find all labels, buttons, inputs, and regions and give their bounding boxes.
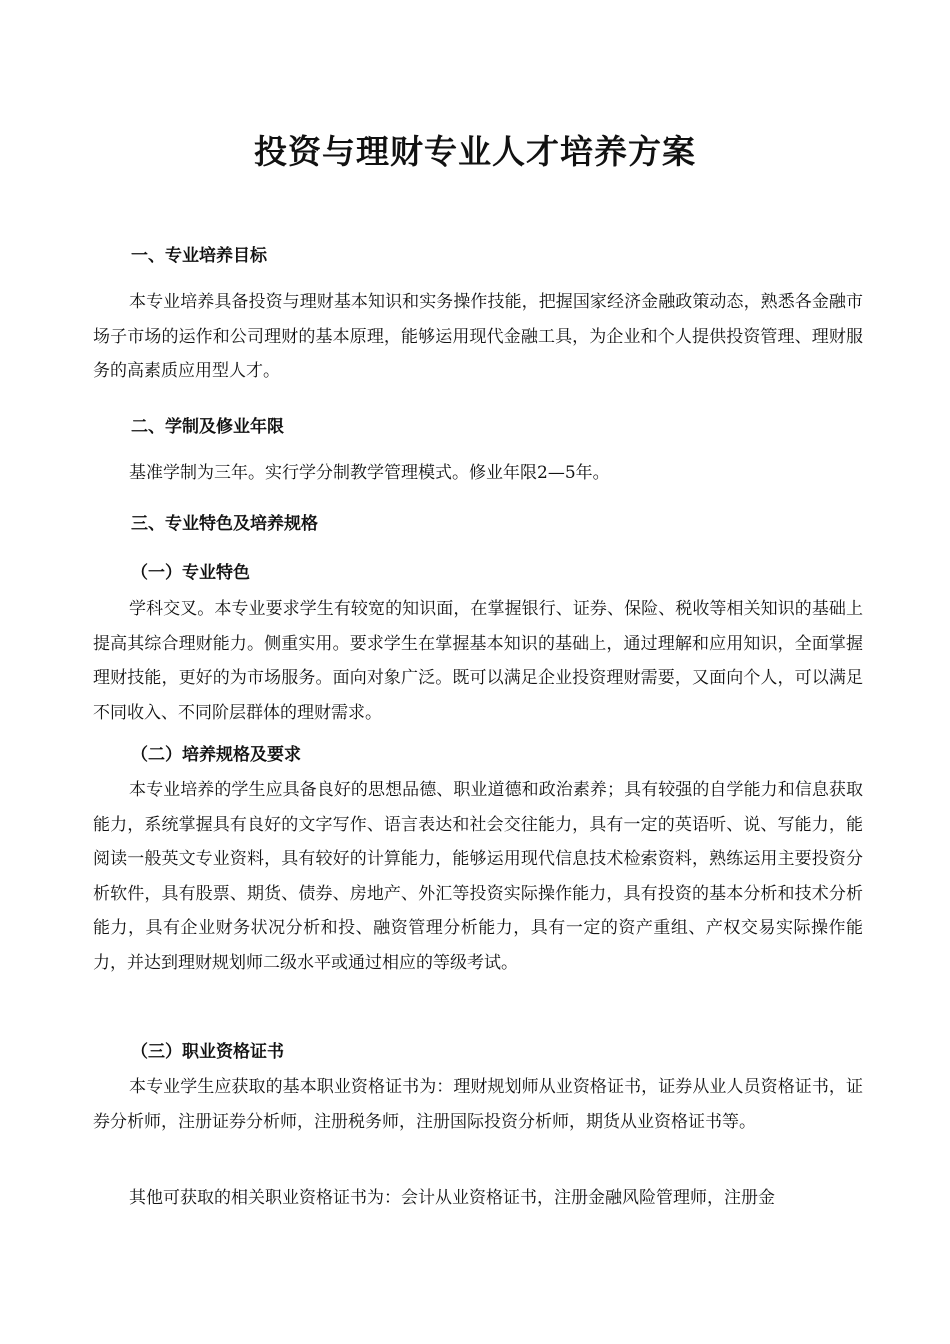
document-title: 投资与理财专业人才培养方案 [254, 132, 696, 171]
paragraph-specs-requirements: 本专业培养的学生应具备良好的思想品德、职业道德和政治素养；具有较强的自学能力和信息获取能力，系统掌握具有良好的文字写作、语言表达和社会交往能力，具有一定的英语听、说、写能力，能阅读一般英文专业资料，具有较好的计算能力，能够运用现代信息技术检索资料，熟练运用主要投资分析软件，具有股票、期货、债券、房地产、外汇等投资实际操作能力，具有投资的基本分析和技术分析能力，具有企业财务状况分析和投、融资管理分析能力，具有一定的资产重组、产权交易实际操作能力，并达到理财规划师二级水平或通过相应的等级考试。 [93, 780, 863, 973]
paragraph-features: 学科交叉。本专业要求学生有较宽的知识面，在掌握银行、证券、保险、税收等相关知识的基础上提高其综合理财能力。侧重实用。要求学生在掌握基本知识的基础上，通过理解和应用知识，全面掌握理财技能，更好的为市场服务。面向对象广泛。既可以满足企业投资理财需要，又面向个人，可以满足不同收入、不同阶层群体的理财需求。 [93, 599, 863, 723]
section-heading-features-specs: 三、专业特色及培养规格 [131, 514, 318, 534]
subsection-heading-certificates: （三）职业资格证书 [131, 1042, 284, 1062]
section-heading-training-goal: 一、专业培养目标 [131, 246, 267, 266]
subsection-heading-features: （一）专业特色 [131, 563, 250, 583]
paragraph-training-goal: 本专业培养具备投资与理财基本知识和实务操作技能，把握国家经济金融政策动态，熟悉各金融市场子市场的运作和公司理财的基本原理，能够运用现代金融工具，为企业和个人提供投资管理、理财服务的高素质应用型人才。 [93, 292, 863, 381]
subsection-heading-specs-requirements: （二）培养规格及要求 [131, 745, 301, 765]
section-heading-study-duration: 二、学制及修业年限 [131, 417, 284, 437]
paragraph-other-certificates: 其他可获取的相关职业资格证书为：会计从业资格证书，注册金融风险管理师，注册金 [129, 1188, 775, 1208]
paragraph-basic-certificates: 本专业学生应获取的基本职业资格证书为：理财规划师从业资格证书，证券从业人员资格证书，证券分析师，注册证券分析师，注册税务师，注册国际投资分析师，期货从业资格证书等。 [93, 1077, 863, 1132]
paragraph-study-duration: 基准学制为三年。实行学分制教学管理模式。修业年限2—5年。 [129, 463, 610, 483]
